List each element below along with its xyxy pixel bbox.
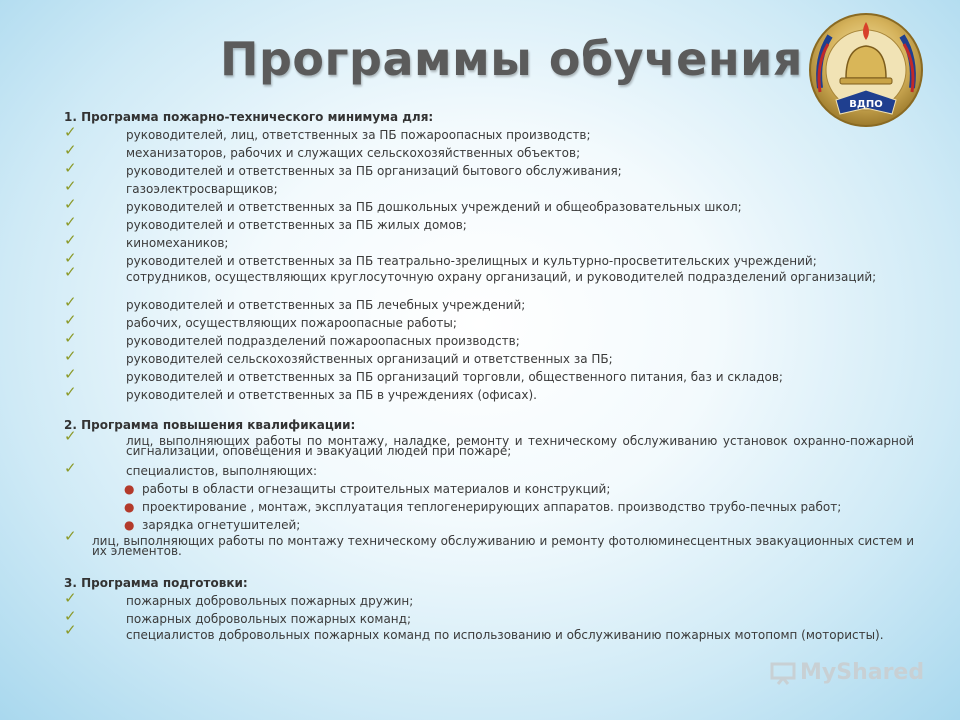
section-heading: 2. Программа повышения квалификации: (64, 418, 356, 432)
section-heading: 1. Программа пожарно-технического минимума для: (64, 110, 434, 124)
checkmark-icon: ✓ (64, 177, 77, 195)
list-item: ✓ руководителей и ответственных за ПБ организаций бытового обслуживания; (64, 159, 622, 178)
list-item: ✓ лиц, выполняющих работы по монтажу техническому обслуживанию и ремонту фотолюминесцентных эвакуационных систем и их элементов. (64, 527, 914, 558)
checkmark-icon: ✓ (64, 621, 77, 639)
list-item: ✓ руководителей и ответственных за ПБ организаций торговли, общественного питания, баз и складов; (64, 365, 783, 384)
page-title: Программы обучения (220, 32, 803, 86)
checkmark-icon: ✓ (64, 365, 77, 383)
presentation-icon (770, 661, 796, 685)
list-item: ✓ сотрудников, осуществляющих круглосуточную охрану организаций, и руководителей подразделений организаций; (64, 263, 877, 284)
bullet-icon: ● (124, 482, 135, 496)
watermark-text: MyShared (800, 660, 925, 685)
checkmark-icon: ✓ (64, 195, 77, 213)
section-heading: 3. Программа подготовки: (64, 576, 248, 590)
checkmark-icon: ✓ (64, 427, 77, 445)
list-item: ✓ специалистов добровольных пожарных команд по использованию и обслуживанию пожарных мотопомп (мотористы). (64, 621, 884, 642)
checkmark-icon: ✓ (64, 231, 77, 249)
sub-list-item: ● проектирование , монтаж, эксплуатация теплогенерирующих аппаратов. производство трубо-печных работ; (124, 500, 842, 514)
checkmark-icon: ✓ (64, 249, 77, 267)
emblem-label: ВДПО (849, 99, 883, 110)
section-training (64, 574, 914, 654)
bullet-icon: ● (124, 500, 135, 514)
list-item: ✓ руководителей и ответственных за ПБ жилых домов; (64, 213, 467, 232)
list-item: ✓ руководителей сельскохозяйственных организаций и ответственных за ПБ; (64, 347, 613, 366)
checkmark-icon: ✓ (64, 383, 77, 401)
checkmark-icon: ✓ (64, 347, 77, 365)
list-item: ✓ руководителей и ответственных за ПБ в учреждениях (офисах). (64, 383, 537, 402)
checkmark-icon: ✓ (64, 607, 77, 625)
list-item: ✓ рабочих, осуществляющих пожароопасные работы; (64, 311, 457, 330)
checkmark-icon: ✓ (64, 459, 77, 477)
sub-list-item: ● зарядка огнетушителей; (124, 518, 301, 532)
list-item: ✓ руководителей и ответственных за ПБ лечебных учреждений; (64, 293, 526, 312)
checkmark-icon: ✓ (64, 329, 77, 347)
list-item: ✓ пожарных добровольных пожарных команд; (64, 607, 411, 626)
checkmark-icon: ✓ (64, 213, 77, 231)
checkmark-icon: ✓ (64, 527, 77, 545)
list-item: ✓ лиц, выполняющих работы по монтажу, наладке, ремонту и техническому обслуживанию установок охранно-пожарной сигнализации, оповещения и эвакуации людей при пожаре; (64, 427, 914, 458)
bullet-icon: ● (124, 518, 135, 532)
checkmark-icon: ✓ (64, 123, 77, 141)
section-fire-technical-minimum (64, 108, 914, 404)
list-item: ✓ газоэлектросварщиков; (64, 177, 278, 196)
list-item: ✓ руководителей подразделений пожароопасных производств; (64, 329, 520, 348)
checkmark-icon: ✓ (64, 311, 77, 329)
list-item: ✓ руководителей и ответственных за ПБ театрально-зрелищных и культурно-просветительских учреждений; (64, 249, 817, 268)
checkmark-icon: ✓ (64, 159, 77, 177)
checkmark-icon: ✓ (64, 263, 77, 281)
list-item: ✓ специалистов, выполняющих: (64, 459, 318, 478)
programs-content (64, 108, 914, 666)
checkmark-icon: ✓ (64, 141, 77, 159)
list-item: ✓ киномехаников; (64, 231, 229, 250)
sub-list-item: ● работы в области огнезащиты строительных материалов и конструкций; (124, 482, 611, 496)
checkmark-icon: ✓ (64, 589, 77, 607)
section-qualification (64, 416, 914, 562)
list-item: ✓ пожарных добровольных пожарных дружин; (64, 589, 414, 608)
list-item: ✓ механизаторов, рабочих и служащих сельскохозяйственных объектов; (64, 141, 581, 160)
checkmark-icon: ✓ (64, 293, 77, 311)
list-item: ✓ руководителей, лиц, ответственных за ПБ пожароопасных производств; (64, 123, 591, 142)
list-item: ✓ руководителей и ответственных за ПБ дошкольных учреждений и общеобразовательных школ; (64, 195, 742, 214)
